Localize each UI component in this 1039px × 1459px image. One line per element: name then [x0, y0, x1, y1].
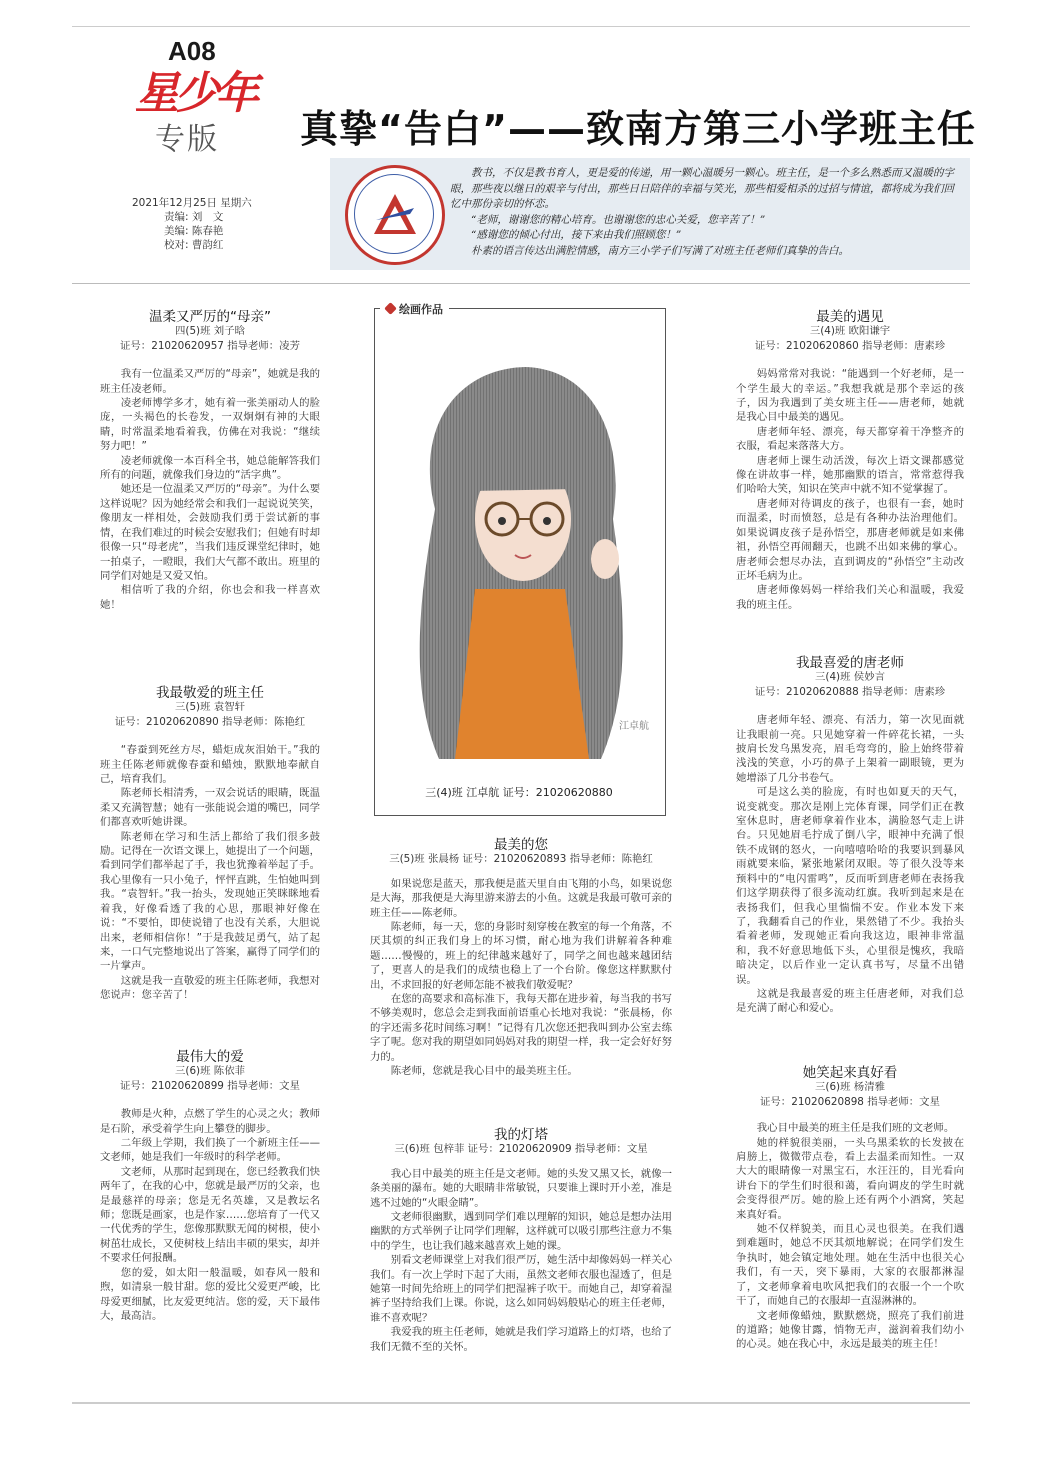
intro-line: 朴素的语言传达出满腔情感，南方三小学子们写满了对班主任老师们真挚的告白。	[471, 244, 849, 257]
paragraph: 如果说您是蓝天，那我便是蓝天里自由飞翔的小鸟，如果说您是大海，那我便是大海里游来游去的小鱼。这就是我最可敬可亲的班主任——陈老师。	[370, 877, 672, 919]
article-title: 最美的遇见	[816, 309, 884, 325]
article-title: 我最喜爱的唐老师	[796, 655, 904, 671]
article-author: 三(4)班 欧阳谦宇	[809, 325, 891, 338]
paragraph: 妈妈常常对我说：“能遇到一个好老师，是一个学生最大的幸运。”我想我就是那个幸运的孩子，因为我遇到了美女班主任——唐老师，她就是我心目中最美的遇见。	[736, 368, 964, 424]
paragraph: 陈老师，您就是我心目中的最美班主任。	[390, 1065, 578, 1078]
article-author: 三(5)班 袁智轩	[175, 701, 245, 714]
proof-credit: 校对: 曹韵红	[164, 239, 224, 251]
artwork-caption: 三(4)班 江卓航 证号：21020620880	[425, 786, 613, 799]
paragraph: 凌老师博学多才，她有着一张美丽动人的脸庞，一头褐色的长卷发，一双炯炯有神的大眼睛，时常温柔地看着我，仿佛在对我说：“继续努力吧！”	[100, 397, 320, 453]
paragraph: 您的爱，如太阳一般温暖，如春风一般和煦，如清泉一般甘甜。您的爱比父爱更严峻，比母爱更细腻，比友爱更纯洁。您的爱，天下最伟大，最高洁。	[100, 1266, 320, 1322]
paragraph: 别看文老师课堂上对我们很严厉，她生活中却像妈妈一样关心我们。有一次上学时下起了大雨，虽然文老师衣服也湿透了，但是她第一时间先给班上的同学们把湿裤子吹干。而她自己，却穿着湿裤子坚持给我们上课。你说，这么如同妈妈般贴心的班主任老师，谁不喜欢呢？	[370, 1254, 672, 1324]
article-author: 四(5)班 刘子晗	[175, 325, 245, 338]
article-left-1	[100, 310, 320, 612]
article-right-2	[736, 656, 964, 1016]
article-author: 三(6)班 陈依菲	[175, 1065, 245, 1078]
article-title: 最美的您	[494, 837, 548, 853]
paragraph: 凌老师就像一本百科全书，她总能解答我们所有的问题，就像我们身边的“活字典”。	[100, 454, 320, 482]
article-meta: 证号：21020620890 指导老师：陈艳红	[114, 715, 306, 728]
paragraph: 我心目中最美的班主任是我们班的文老师。	[756, 1122, 955, 1135]
paragraph: 唐老师对待调皮的孩子，也很有一套，她时而温柔，时而愤怒，总是有各种办法治理他们。如果说调皮孩子是孙悟空，那唐老师就是如来佛祖，孙悟空再闹翻天，也跳不出如来佛的掌心。唐老师会想尽办法，直到调皮的“孙悟空”主动改正坏毛病为止。	[736, 497, 964, 582]
paragraph: 陈老师长相清秀，一双会说话的眼睛，既温柔又充满智慧；她有一张能说会道的嘴巴，同学们都喜欢听她讲课。	[100, 787, 320, 829]
article-meta: 证号：21020620957 指导老师：凌芳	[120, 339, 300, 352]
designer-credit: 美编: 陈春艳	[164, 225, 224, 237]
article-meta: 证号：21020620898 指导老师：文星	[760, 1095, 940, 1108]
paragraph: 这就是我最喜爱的班主任唐老师，对我们总是充满了耐心和爱心。	[736, 987, 964, 1015]
article-meta: 证号：21020620899 指导老师：文星	[120, 1079, 300, 1092]
artwork-frame	[374, 308, 666, 816]
paragraph: 文老师很幽默，遇到同学们难以理解的知识，她总是想办法用幽默的方式举例子让同学们理解，这样就可以吸引那些注意力不集中的学生，也让我们越来越喜欢上她的课。	[370, 1211, 672, 1252]
article-mid-1	[370, 838, 672, 1079]
paragraph: 文老师像蜡烛，默默燃烧，照亮了我们前进的道路；她像甘露，悄物无声，滋润着我们幼小的心灵。她在我心中，永远是最美的班主任！	[736, 1309, 964, 1351]
article-left-3	[100, 1050, 320, 1323]
paragraph: 我爱我的班主任老师，她就是我们学习道路上的灯塔，也给了我们无微不至的关怀。	[370, 1326, 672, 1353]
paragraph: 我心目中最美的班主任是文老师。她的头发又黑又长，就像一条美丽的瀑布。她的大眼睛非常敏锐，只要谁上课时开小差，准是逃不过她的“火眼金睛”。	[370, 1167, 672, 1209]
paragraph: 相信听了我的介绍，你也会和我一样喜欢她！	[100, 584, 320, 611]
article-right-3	[736, 1066, 964, 1352]
paragraph: 唐老师年轻、漂亮、有活力，第一次见面就让我眼前一亮。只见她穿着一件碎花长裙，一头披肩长发乌黑发亮，眉毛弯弯的，脸上始终带着浅浅的笑意，小巧的鼻子上架着一副眼镜，更为她增添了几分书卷气。	[736, 714, 964, 784]
intro-text	[450, 166, 960, 259]
paragraph: 二年级上学期，我们换了一个新班主任——文老师，她是我们一年级时的科学老师。	[100, 1137, 320, 1164]
article-byline: 三(6)班 包梓菲 证号：21020620909 指导老师：文星	[394, 1143, 648, 1156]
article-meta: 证号：21020620860 指导老师：唐素珍	[754, 339, 946, 352]
paragraph: 陈老师在学习和生活上都给了我们很多鼓励。记得在一次语文课上，她提出了一个问题，看到同学们都举起了手，我也犹豫着举起了手。我心里像有一只小兔子，怦怦直跳，生怕她叫到我。“袁智轩。”我一抬头，发现她正笑眯眯地看着我，好像看透了我的心思，那眼神好像在说：“不要怕，即使说错了也没有关系，大胆说出来，老师相信你！”于是我鼓足勇气，站了起来，一口气完整地说出了答案，赢得了同学们的一片掌声。	[100, 830, 320, 973]
paragraph: 唐老师像妈妈一样给我们关心和温暖，我爱我的班主任。	[736, 584, 964, 611]
section-rule	[72, 283, 970, 284]
portrait-drawing	[375, 309, 665, 779]
intro-line: 教书，不仅是教书育人，更是爱的传递，用一颗心温暖另一颗心。班主任，是一个多么熟悉而又温暖的字眼，那些夜以继日的艰辛与付出，那些日日陪伴的幸福与笑光，那些相爱相杀的过招与情谊，都将成为我们回忆中那份亲切的怀恋。	[450, 167, 954, 210]
article-meta: 证号：21020620888 指导老师：唐素珍	[754, 685, 946, 698]
intro-line: “老师，谢谢您的精心培育。也谢谢您的忠心关爱，您辛苦了！”	[471, 213, 766, 226]
article-mid-2	[370, 1128, 672, 1354]
article-title: 最伟大的爱	[176, 1049, 244, 1065]
paragraph: 在您的高要求和高标准下，我每天都在进步着，每当我的书写不够美观时，您总会走到我面前语重心长地对我说：“张晨杨，你的字还需多花时间练习啊！”记得有几次您还把我叫到办公室去练字了呢。您对我的期望如同妈妈对我的期望一样，我一定会好好努力的。	[370, 993, 672, 1063]
paragraph: 教师是火种，点燃了学生的心灵之火；教师是石阶，承受着学生向上攀登的脚步。	[100, 1108, 320, 1135]
paragraph: 她的样貌很美丽，一头乌黑柔软的长发披在肩膀上，微微带点卷，看上去温柔而知性。一双大大的眼睛像一对黑宝石，水汪汪的，目光看向讲台下的学生们时很和蔼，看向调皮的学生时就会变得很严厉。她的脸上还有两个小酒窝，笑起来真好看。	[736, 1136, 964, 1221]
artwork-tag	[380, 301, 449, 317]
paragraph: 文老师，从那时起到现在，您已经教我们快两年了，在我的心中，您就是最严厉的父亲，也是最慈祥的母亲；您是无名英雄，又是教坛名师；您既是画家，也是作家……您培育了一代又一代优秀的学生，您像那默默无闻的树根，使小树茁壮成长，又使树枝上结出丰硕的果实，却并不要求任何报酬。	[100, 1165, 320, 1265]
editor-credit: 责编: 刘 文	[164, 211, 224, 223]
article-title: 温柔又严厉的“母亲”	[149, 309, 271, 325]
intro-line: “感谢您的倾心付出，接下来由我们照顾您！”	[471, 229, 682, 241]
paragraph: 唐老师年轻、漂亮，每天都穿着干净整齐的衣服，看起来落落大方。	[736, 425, 964, 453]
article-byline: 三(5)班 张晨杨 证号：21020620893 指导老师：陈艳红	[389, 853, 653, 866]
artwork-tag-label: 绘画作品	[399, 303, 443, 316]
issue-date: 2021年12月25日 星期六	[132, 197, 252, 209]
brand-name: 星少年	[135, 68, 255, 119]
top-rule	[72, 26, 970, 27]
article-title: 她笑起来真好看	[802, 1065, 898, 1081]
school-seal-icon	[345, 165, 445, 265]
brand-sub: 专版	[155, 122, 219, 157]
paragraph: 这就是我一直敬爱的班主任陈老师，我想对您说声：您辛苦了！	[100, 974, 320, 1002]
article-title: 我最敬爱的班主任	[156, 685, 264, 701]
svg-text:江卓航: 江卓航	[619, 721, 649, 732]
headline: 真挚“告白”——致南方第三小学班主任	[300, 107, 976, 151]
bottom-rule	[72, 1402, 970, 1404]
paragraph: 她还是一位温柔又严厉的“母亲”。为什么要这样说呢？因为她经常会和我们一起说说笑笑，像朋友一样相处，会鼓励我们勇于尝试新的事情，在我们难过的时候会安慰我们；但她有时却很像一只“母老虎”，当我们违反课堂纪律时，她一拍桌子，一瞪眼，我们大气都不敢出。班里的同学们对她是又爱又怕。	[100, 483, 320, 582]
article-author: 三(6)班 杨清雅	[815, 1081, 885, 1094]
paragraph: 陈老师，每一天，您的身影时刻穿梭在教室的每一个角落，不厌其烦的纠正我们身上的坏习惯，耐心地为我们讲解着各种难题……慢慢的，班上的纪律越来越好了，同学之间也越来越团结了，更喜人的是我们的成绩也稳上了一个台阶。像您这样默默付出，不求回报的好老师怎能不被我们敬爱呢？	[370, 921, 672, 991]
paragraph: 她不仅样貌美，而且心灵也很美。在我们遇到难题时，她总不厌其烦地解说；在同学们发生争执时，她会镇定地处理。她在生活中也很关心我们，有一天，突下暴雨，大家的衣服都淋湿了，文老师拿着电吹风把我们的衣服一个一个吹干了，而她自己的衣服却一直湿淋淋的。	[736, 1223, 964, 1308]
article-right-1	[736, 310, 964, 612]
paragraph: 唐老师上课生动活泼，每次上语文课都感觉像在讲故事一样，她那幽默的语言，常常惹得我们哈哈大笑，知识在笑声中就不知不觉掌握了。	[736, 454, 964, 496]
article-author: 三(4)班 侯妙言	[815, 671, 885, 684]
paragraph: “春蚕到死丝方尽，蜡炬成灰泪始干。”我的班主任陈老师就像春蚕和蜡烛，默默地奉献自己，培育我们。	[100, 744, 320, 786]
article-title: 我的灯塔	[494, 1127, 548, 1143]
tag-marker-icon	[384, 302, 397, 315]
paragraph: 我有一位温柔又严厉的“母亲”，她就是我的班主任凌老师。	[100, 368, 320, 395]
paragraph: 可是这么美的脸庞，有时也如夏天的天气，说变就变。那次是刚上完体育课，同学们正在教室休息时，唐老师拿着作业本，满脸怒气走上讲台。只见她眉毛拧成了倒八字，眼神中充满了恨铁不成钢的怒火，一向嘻嘻哈哈的我要识到暴风雨就要来临，紧张地紧闭双眼。等了很久没等来预料中的“电闪雷鸣”，反而听到唐老师在表扬我们这学期获得了很多流动红旗。我听到起来是在表扬我们，但我心里惴惴不安。作业本发下来了，我翻看自己的作业，果然错了不少。我抬头看着老师，发现她正看向我这边，眼神非常温和，我不好意思地低下头，心里很是愧疚，我暗暗决定，以后作业一定认真书写，尽量不出错误。	[736, 786, 964, 986]
issue-meta	[132, 196, 252, 252]
masthead-logo	[135, 68, 290, 178]
article-left-2	[100, 686, 320, 1003]
page-code: A08	[168, 36, 216, 66]
